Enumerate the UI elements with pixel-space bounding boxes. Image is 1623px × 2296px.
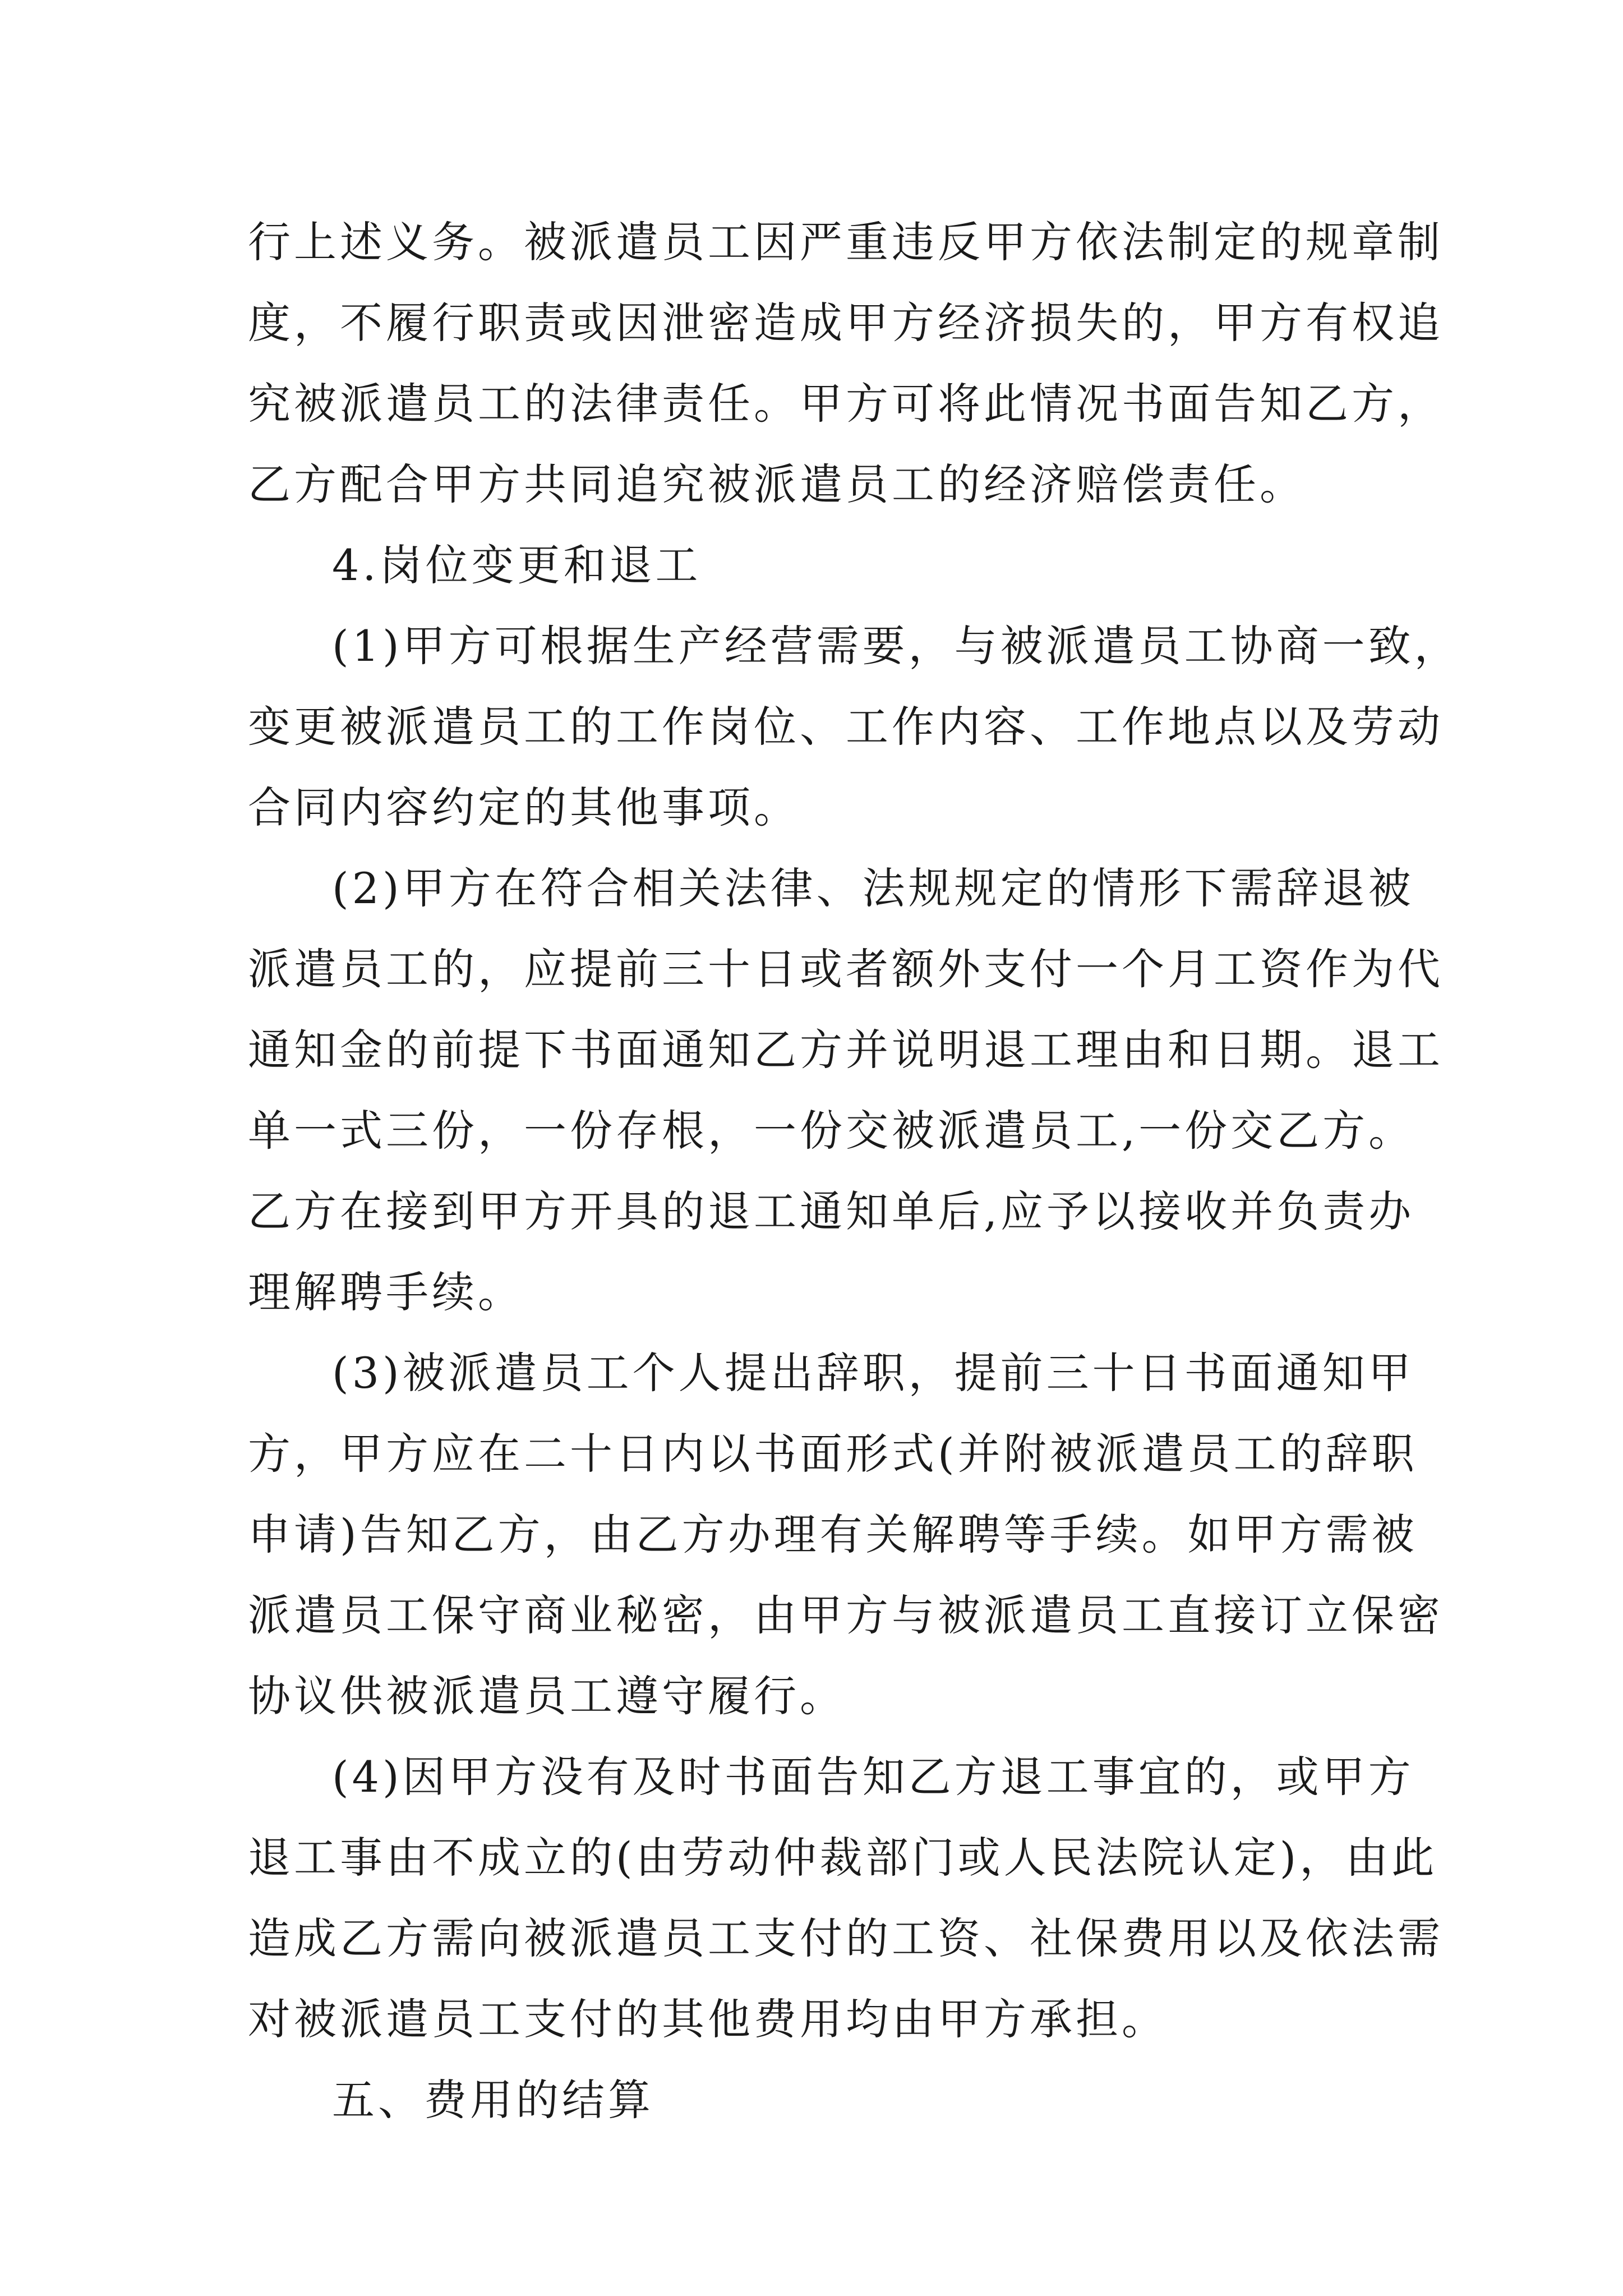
text-line: 理解聘手续。 xyxy=(248,1267,524,1317)
heading-line: 五、费用的结算 xyxy=(332,2075,654,2125)
text-line: 通知金的前提下书面通知乙方并说明退工理由和日期。退工 xyxy=(248,1025,1444,1075)
heading-line: 4.岗位变更和退工 xyxy=(332,540,702,590)
text-line: 单一式三份，一份存根，一份交被派遣员工,一份交乙方。 xyxy=(248,1106,1415,1156)
text-line: 申请)告知乙方，由乙方办理有关解聘等手续。如甲方需被 xyxy=(248,1510,1418,1559)
document-body xyxy=(248,202,1460,2141)
text-line: 乙方在接到甲方开具的退工通知单后,应予以接收并负责办 xyxy=(248,1186,1415,1236)
text-line: 度，不履行职责或因泄密造成甲方经济损失的，甲方有权追 xyxy=(248,298,1444,348)
text-line: 行上述义务。被派遣员工因严重违反甲方依法制定的规章制 xyxy=(248,217,1444,267)
text-line: (1)甲方可根据生产经营需要，与被派遣员工协商一致， xyxy=(332,621,1460,671)
text-line: 变更被派遣员工的工作岗位、工作内容、工作地点以及劳动 xyxy=(248,702,1444,752)
text-line: 派遣员工保守商业秘密，由甲方与被派遣员工直接订立保密 xyxy=(248,1590,1444,1640)
text-line: 乙方配合甲方共同追究被派遣员工的经济赔偿责任。 xyxy=(248,459,1306,509)
text-line: 协议供被派遣员工遵守履行。 xyxy=(248,1671,846,1721)
paragraph-item-2 xyxy=(248,848,1444,1333)
text-line: (2)甲方在符合相关法律、法规规定的情形下需辞退被 xyxy=(332,863,1414,913)
text-line: (4)因甲方没有及时书面告知乙方退工事宜的，或甲方 xyxy=(332,1752,1414,1802)
paragraph-continuation xyxy=(248,202,1444,525)
text-line: 派遣员工的，应提前三十日或者额外支付一个月工资作为代 xyxy=(248,944,1444,994)
paragraph-item-3 xyxy=(248,1333,1444,1737)
section-heading-5 xyxy=(248,2060,1392,2141)
section-heading-4 xyxy=(248,525,1392,606)
text-line: 究被派遣员工的法律责任。甲方可将此情况书面告知乙方， xyxy=(248,379,1444,429)
paragraph-item-4 xyxy=(248,1737,1444,2060)
text-line: 退工事由不成立的(由劳动仲裁部门或人民法院认定)，由此 xyxy=(248,1833,1438,1883)
text-line: 合同内容约定的其他事项。 xyxy=(248,783,800,832)
text-line: (3)被派遣员工个人提出辞职，提前三十日书面通知甲 xyxy=(332,1348,1414,1398)
paragraph-item-1 xyxy=(248,606,1460,848)
text-line: 造成乙方需向被派遣员工支付的工资、社保费用以及依法需 xyxy=(248,1913,1444,1963)
text-line: 对被派遣员工支付的其他费用均由甲方承担。 xyxy=(248,1994,1168,2044)
text-line: 方，甲方应在二十日内以书面形式(并附被派遣员工的辞职 xyxy=(248,1429,1418,1479)
